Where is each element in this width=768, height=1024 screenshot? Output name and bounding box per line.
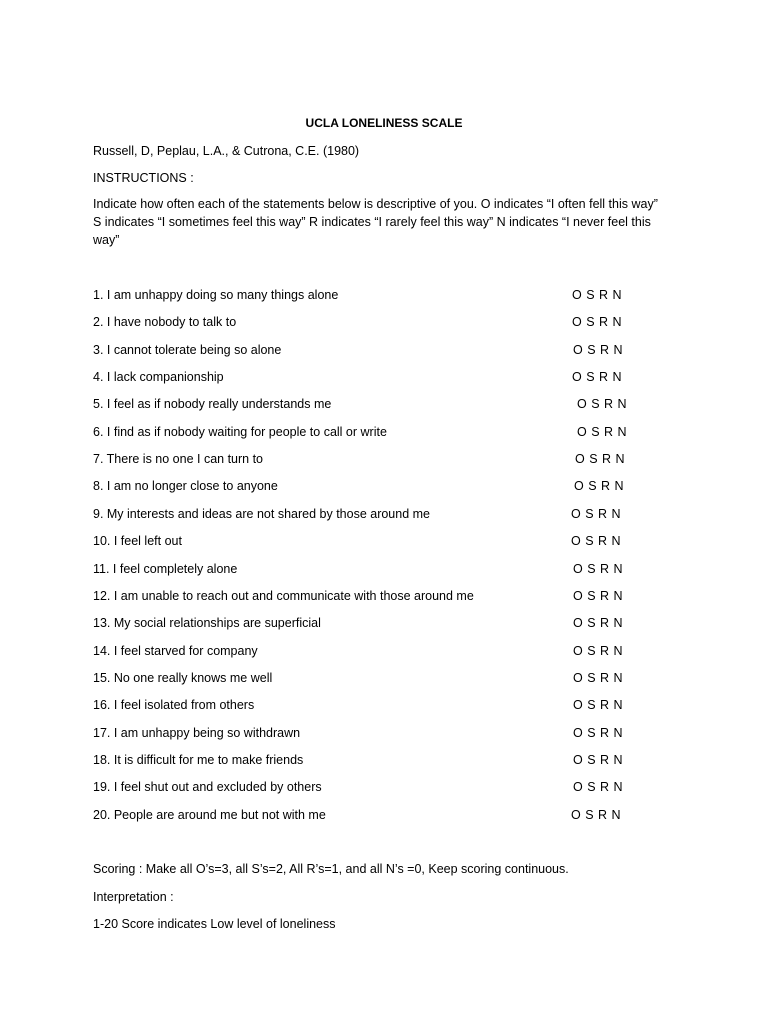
scale-item-text: 7. There is no one I can turn to [93,452,264,467]
response-options: O S R N [573,588,624,603]
response-options: O S R N [571,807,622,822]
interpretation-line: 1-20 Score indicates Low level of loneliness [93,917,336,931]
response-options: O S R N [571,506,622,521]
scale-item-text: 6. I find as if nobody waiting for people to call or write [93,424,387,439]
scale-item-text: 20. People are around me but not with me [93,807,326,822]
response-options: O S R N [574,479,625,494]
response-options: O S R N [573,616,624,631]
response-options: O S R N [573,752,624,767]
scale-item-text: 3. I cannot tolerate being so alone [93,342,282,357]
response-options: O S R N [573,561,624,576]
response-options: O S R N [572,288,623,302]
response-options: O S R N [573,643,624,658]
response-options: O S R N [573,698,624,713]
response-options: O S R N [572,315,623,330]
scale-item-text: 8. I am no longer close to anyone [93,479,278,494]
scale-item-text: 10. I feel left out [93,534,182,549]
interpretation-heading: Interpretation : [93,890,174,904]
response-options: O S R N [575,452,626,467]
document-title: UCLA LONELINESS SCALE [305,116,463,130]
scale-item-text: 1. I am unhappy doing so many things alone [93,288,339,302]
response-options: O S R N [573,670,624,685]
response-options: O S R N [573,780,624,795]
scale-item-text: 2. I have nobody to talk to [93,315,237,330]
citation: Russell, D, Peplau, L.A., & Cutrona, C.E. (1980) [93,144,360,158]
scale-item-text: 15. No one really knows me well [93,670,273,685]
scale-item-text: 17. I am unhappy being so withdrawn [93,725,301,740]
scoring-text: Scoring : Make all O’s=3, all S’s=2, All R’s=1, and all N’s =0, Keep scoring continuous. [93,862,569,876]
response-options: O S R N [573,342,624,357]
scale-item-text: 12. I am unable to reach out and communicate with those around me [93,588,474,603]
scale-item-text: 5. I feel as if nobody really understands me [93,397,332,412]
response-options: O S R N [577,397,628,412]
response-options: O S R N [577,424,628,439]
scale-item-text: 11. I feel completely alone [93,561,238,576]
scale-item-text: 18. It is difficult for me to make friends [93,752,304,767]
response-options: O S R N [571,534,622,549]
scale-item-text: 4. I lack companionship [93,370,224,385]
instructions-text: Indicate how often each of the statements below is descriptive of you. O indicates “I often fell this way” S indicates “I sometimes feel this way” R indicates “I rarely feel this way” N indicates “I never feel this way” [93,197,658,247]
instructions-heading: INSTRUCTIONS : [93,171,194,185]
scale-item-text: 9. My interests and ideas are not shared by those around me [93,506,430,521]
scale-item-text: 19. I feel shut out and excluded by others [93,780,322,795]
scale-item-text: 13. My social relationships are superficial [93,616,321,631]
response-options: O S R N [572,370,623,385]
scale-item-text: 16. I feel isolated from others [93,698,255,713]
scale-item-text: 14. I feel starved for company [93,643,258,658]
response-options: O S R N [573,725,624,740]
